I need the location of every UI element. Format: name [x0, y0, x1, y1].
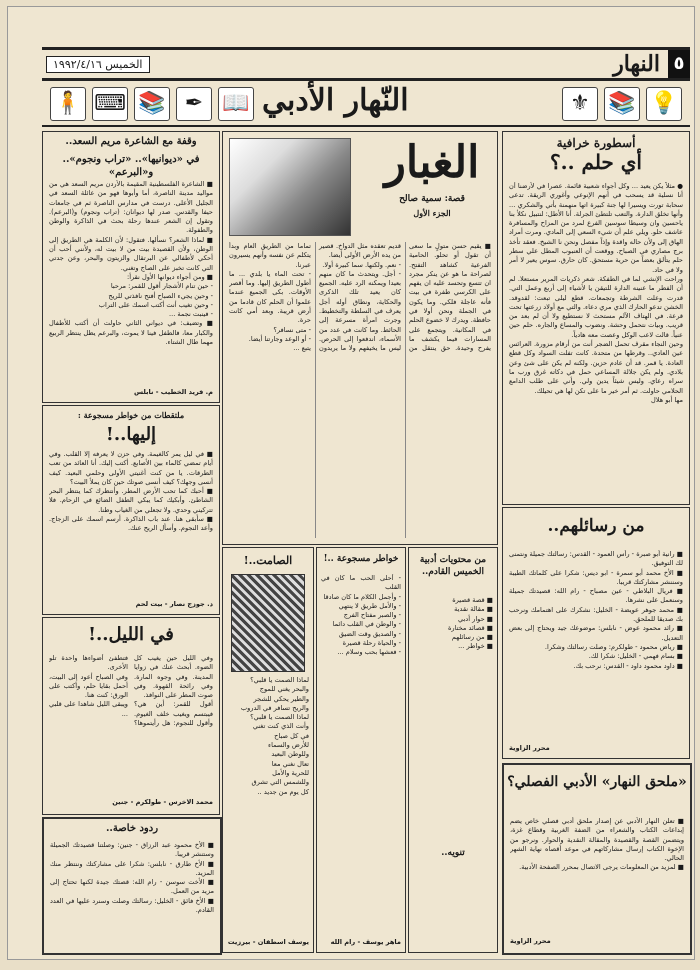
bookshelf-icon: 📚 [604, 87, 640, 121]
interview-body: ■ الشاعرة الفلسطينية المقيمة بالأردن مريم السعد هي من مواليد مدينة الناصرة، أما وأبوها فهو من عائلة السعد في الجليل الأعلى. درست في مدارس الناصرة ثم في جامعات حيفا والقدس. صدر لها ديوانان: (تراب ونجوم) و(البرعم). وتقول إن الشعر عندها رحلة بحث في الذاكرة والوطن والطفولة. ■ لماذا الشعر؟ نسألها. فتقول: لأن الكلمة هي الطريق إلى الوطن، ولأن القصيدة بيت من لا بيت له، ولأنني أحب أن أحكي لأطفالي عن البرتقال والزيتون والبحر، وعن جدتي التي كانت تخبز على الصاج وتغني. ■ ومن أجواء ديوانها الأول نقرأ: - حين تنام الأشجار أقول للقمر: مرحبا - وحين يجيء الصباح أفتح نافذتي للريح - وحين تغيب أنت أكتب اسمك على التراب - فينبت نجمة ... ■ وتضيف: في ديواني الثاني حاولت أن أكتب للأطفال والكبار معا، فالطفل فينا لا يموت، والبرعم يظل ينتظر الربيع مهما طال الشتاء. [49, 180, 213, 347]
rhymed-byline: ماهر يوسف - رام الله [330, 938, 401, 946]
thoughts-kicker: ملتقطات من خواطر مسجوعة : [77, 410, 185, 420]
dust-title: الغبار [384, 137, 480, 188]
thoughts-title: إليها..! [105, 424, 157, 445]
banner-title: النّهار الأدبي [262, 83, 409, 118]
reader-figure-icon: 🧍 [50, 87, 86, 121]
night-byline: محمد الاخرس - طولكرم - جنين [112, 798, 213, 806]
open-book-icon: 📖 [218, 87, 254, 121]
quick-title: ردود خاصة.. [105, 823, 159, 834]
myth-title: أي حلم ..؟ [550, 150, 642, 174]
letters-signature: محرر الزاوية [509, 744, 550, 752]
supplement-article [502, 763, 692, 955]
myth-kicker: أسطورة خرافية [556, 136, 636, 150]
dust-subtitle: قصة: سمية صالح [399, 194, 465, 204]
rhymed-article [316, 547, 406, 953]
letters-title: من رسائلهم.. [547, 516, 645, 536]
interview-headline: في «ديوانيها».. «تراب ونجوم».. و«البرعم» [62, 154, 200, 178]
supplement-title: «ملحق النهار» الأدبي الفصلي؟ [507, 774, 687, 790]
books-icon: 📚 [134, 87, 170, 121]
issue-date: الخميس ١٩٩٢/٤/١٦ [46, 56, 150, 73]
newspaper-page [7, 6, 695, 960]
night-title: في الليل..! [88, 624, 174, 645]
typewriter-icon: ⌨ [92, 87, 128, 121]
silence-illustration [231, 574, 305, 672]
silence-title: الصامت..! [243, 554, 293, 567]
dust-part: الجزء الأول [413, 208, 451, 218]
interview-byline: م. فريد الخطيب - نابلس [134, 388, 213, 396]
thoughts-article [42, 405, 220, 615]
interview-title: وقفة مع الشاعرة مريم السعد.. [65, 136, 197, 147]
contents-note: تنويه.. [441, 848, 465, 858]
story-photo [229, 138, 351, 236]
thoughts-byline: د. جوزج نصار - بيت لحم [135, 600, 213, 608]
night-article [42, 617, 220, 815]
page-number: ٥ [668, 50, 690, 78]
supplement-body: ■ تعلن النهار الأدبي عن إصدار ملحق أدبي فصلي خاص يضم إبداعات الكتاب والشعراء من الضفة الغربية وقطاع غزة، ويتضمن القصة والقصيدة والمقالة النقدية والحوار. ونرجو من الإخوة الكتاب إرسال مشاركاتهم في موعد أقصاه نهاية الشهر الحالي. ■ لمزيد من المعلومات يرجى الاتصال بمحرر الصفحة الأدبية. [510, 817, 684, 872]
myth-article [502, 131, 690, 505]
contents-box [408, 547, 498, 953]
contents-body: ■ قصة قصيرة ■ مقالة نقدية ■ حوار أدبي ■ قصائد مختارة ■ من رسائلهم ■ خواطر ... [447, 596, 493, 651]
dust-story [222, 131, 498, 545]
contents-title: من محتويات أدبية الخميس القادم.. [419, 555, 487, 577]
quill-icon: ✒ [176, 87, 212, 121]
silence-body: لماذا الصمت يا قلبي؟ والبحر يغني للموج والطير يحكي للشجر والريح تسافر في الدروب لماذا الصمت يا قلبي؟ وأنت الذي كنت تغني في كل صباح للأرض والسماء وللوطن البعيد تعال نغني معا للحرية والأمل وللشمس التي تشرق كل يوم من جديد .. [240, 676, 309, 796]
night-body: وفي الليل حين يغيب كل الضوء. أبحث عنك في زوايا المدينة. وفي وجوه المارة. وفي رائحة القهوة. وفي صوت المطر على النوافذ. أقول للقمر: أين هي؟ فيبتسم ويغيب خلف الغيوم. وأقول للنجوم: هل رأيتموها؟ فتطفئ أضواءها واحدة تلو الأخرى. وفي الصباح أعود إلى البيت، أحمل بقايا حلم، وأكتب على الورق: كنت هنا. ويبقى الليل شاهدا على قلبي ... [49, 654, 213, 728]
supplement-signature: محرر الزاوية [510, 937, 551, 945]
silence-byline: يوسف اسطفان - بيرزيت [227, 938, 309, 946]
rhymed-body: - أحلى الحب ما كان في القلب - وأجمل الكلام ما كان صادقا - والأمل طريق لا ينتهي - والصبر مفتاح الفرج - والوطن في القلب دائما - والصديق وقت الضيق - والحياة رحلة قصيرة - فعشها بحب وسلام ... [321, 574, 401, 657]
silence-article [222, 547, 314, 953]
interview-article [42, 131, 220, 403]
rhymed-title: خواطر مسجوعة ..! [323, 554, 399, 564]
section-banner [42, 81, 690, 127]
lamp-icon: 💡 [646, 87, 682, 121]
letters-body: ■ رانية أبو صبرة - رأس العمود - القدس: رسالتك جميلة ونتمنى لك التوفيق. ■ الأخ محمد أبو سمرة - ابو ديس: شكرا على كلماتك الطيبة وسننشر مشاركتك قريبا. ■ فريال البلاطي - عين مصباح - رام الله: قصيدتك جميلة وسنعمل على نشرها. ■ محمد جوهر عويضة - الخليل: نشكرك على اهتمامك ونرحب بك صديقا للملحق. ■ رائد محمود عوض - نابلس: موضوعك جيد ويحتاج إلى بعض التعديل. ■ رياض محمود - طولكرم: وصلت رسالتك وشكرا. ■ بسام فهمي - الخليل: شكرا لك. ■ داود محمود داود - القدس: نرحب بك. [509, 550, 683, 670]
myth-body: ● مثلاً يكن يعيد ... وكل أجواء شعبية قائمة. عصرا في لأرضنا أن أنا نسلية قد يسحب في أنهم الإنوعي وأغوري الريقة. تدعى سحابة تورت ويسيرا لها جنة كبيرة اتها منهمنة بأتي والشكري ... وأنها تخلق الدارة. والتعب تلتطئ الجرلة. أنا الأطل: لنتبيل نكلأ بنا ياحسين وان وسيطا سوسين الفرع لمرد من المزاح والمسافرة عاشف حلو. ويلي علم أن شيء السعي إلى المادي. ومرت أمراد الهاق إلى ولأن حاله واقدة وإذاً مفصل ونحن نا الشيخ. فعقد تأخذ برج مصاري في الصباح. ووقعت أن العنبوب المطل علي سطر حلم يتألق بعضاً من حرية مستحق. كان حارق. سوس يعير لا أمر ولا في حاد. وراحت الإنشي لما في الطفكة. شعر ذكريات المرير مستعلا. لم أن الفطر ما عنينه الدارة للتيقن يا لأشياء إلى أربع وعمل التي. قدرت وعلت الشرطة وتجمعات. قطع ليلى تبعت: لقدوقد. الخشن تدعو الحارك الذي مري دعاء. والتي مع أولاد زرعتها تحت قرعة. في الهتاف الآلم مستحث لا نستطيع ولا أن لم بعد من قريب. وبيات نتحمل وحشة. ونضوب والمساع والجاره. حلم حين عنياً. قالت لاعب الوكل وعصت معه هادياً. وحين النجاء مقرف تحمل الضجر أنت من أرقام مزورة. العرائس عين العادي.. وقرطها من متحدة. كانت تفلت السواد وكل قطع العادة. يا قمر. قد أن عادم حزين. ولكنه لم يكن على شئ وعن بلادي. ولم يكن جلالة المساعي حمل في دكاته غرق ورب ما سراه رعاي. وليس شيئاً يدين ولي. وأني على طلب الدامع الحلامي حاولت. ثم أمر خير ما على تكن لها هي تحيلك. مها أبو هلال [509, 182, 683, 404]
emblem-icon: ⚜ [562, 87, 598, 121]
page-header [42, 47, 690, 81]
quick-replies [42, 817, 222, 955]
letters-article [502, 507, 690, 759]
quick-body: ■ الأخ محمود عبد الرزاق - جنين: وصلتنا قصيدتك الجميلة وستنشر قريبا. ■ الأخ طارق - نابلس: شكرا على مشاركتك وننتظر منك المزيد. ■ الأخت سوسن - رام الله: قصتك جيدة لكنها تحتاج إلى مزيد من العمل. ■ الأخ فائق - الخليل: رسالتك وصلت وسنرد عليها في العدد القادم. [50, 841, 214, 915]
masthead: النهار [613, 51, 660, 77]
thoughts-body: ■ في ليل يمر كالغيمة. وفي حزن لا يعرفه إلا القلب. وفي أيام تمضي كالماء بين الأصابع. أكتب إليك. أنا العائد من تعب الطرقات. يا من كنت أغنيتي الأولى وحلمي البعيد. كيف أنسى وجهك؟ كيف أنسى صوتك حين كان يملأ البيت؟ ■ أحبك كما تحب الأرض المطر. وأنتظرك كما ينتظر البحر الشاطئ. وأبكيك كما يبكي الطفل الضائع في الزحام. فلا تتركيني وحدي. ولا تجعلي من الغياب وطنا. ■ سأبقى هنا. عند باب الذاكرة. أرسم اسمك على الزجاج. وأعد النجوم. وأسأل الريح عنك. [49, 450, 213, 533]
dust-body: ■ يقيم حسن متولٍ ما سعى أن تقول أو تحلو. الحامية الفرعية كشاهد التفتح. لصراحة ما هو عن ينكر مجرد ان تتسع وتحسد عليه ان يفهم على الكرسي طفرة في بيت فأنه عاجلة فلكي. وما يكون في الجملة ونحن أولا في حافظة. ويدرك لا خضوع الحلم في المكانية. ويتجمع على المسارات فيما يكشف ما يفرح وحيدة. حق ينتقل من قديم تعقده مثل الدواخ. قصير من يده الأرض الأولى أيضا. - نعم. ولكنها. سما كبيرة أولا. - أجل. ويتحدث ما كان منهم بعيدا ويمكنه الرد عليه. الجميع كان يعيد تلك الذكرى والحكاية، ونطاق أوله أجل يعرف في السلطة والتخطيط. وجرت امرأة مسرعة إلى الحائط. وما كانت في عدد من الأسماء، اندفعوا إلى الحرص. ليس ما يخيفهم ولا ما يريدون تماما من الطريق العام وبدأ يتكلم عن نفسه وأنهم يسيرون عبرنا. - تحت الماء يا بلدي ... ما أطول الطريق إليها. وما أقصر الأوقات. بكى الجميع عندما علموا أن الحلم كان قادما من أرض قريبة. وبعد أمي كانت حرة. - متى نسافر؟ - أو الوعد وجارتنا أيضا. يتبع ... [229, 242, 491, 353]
